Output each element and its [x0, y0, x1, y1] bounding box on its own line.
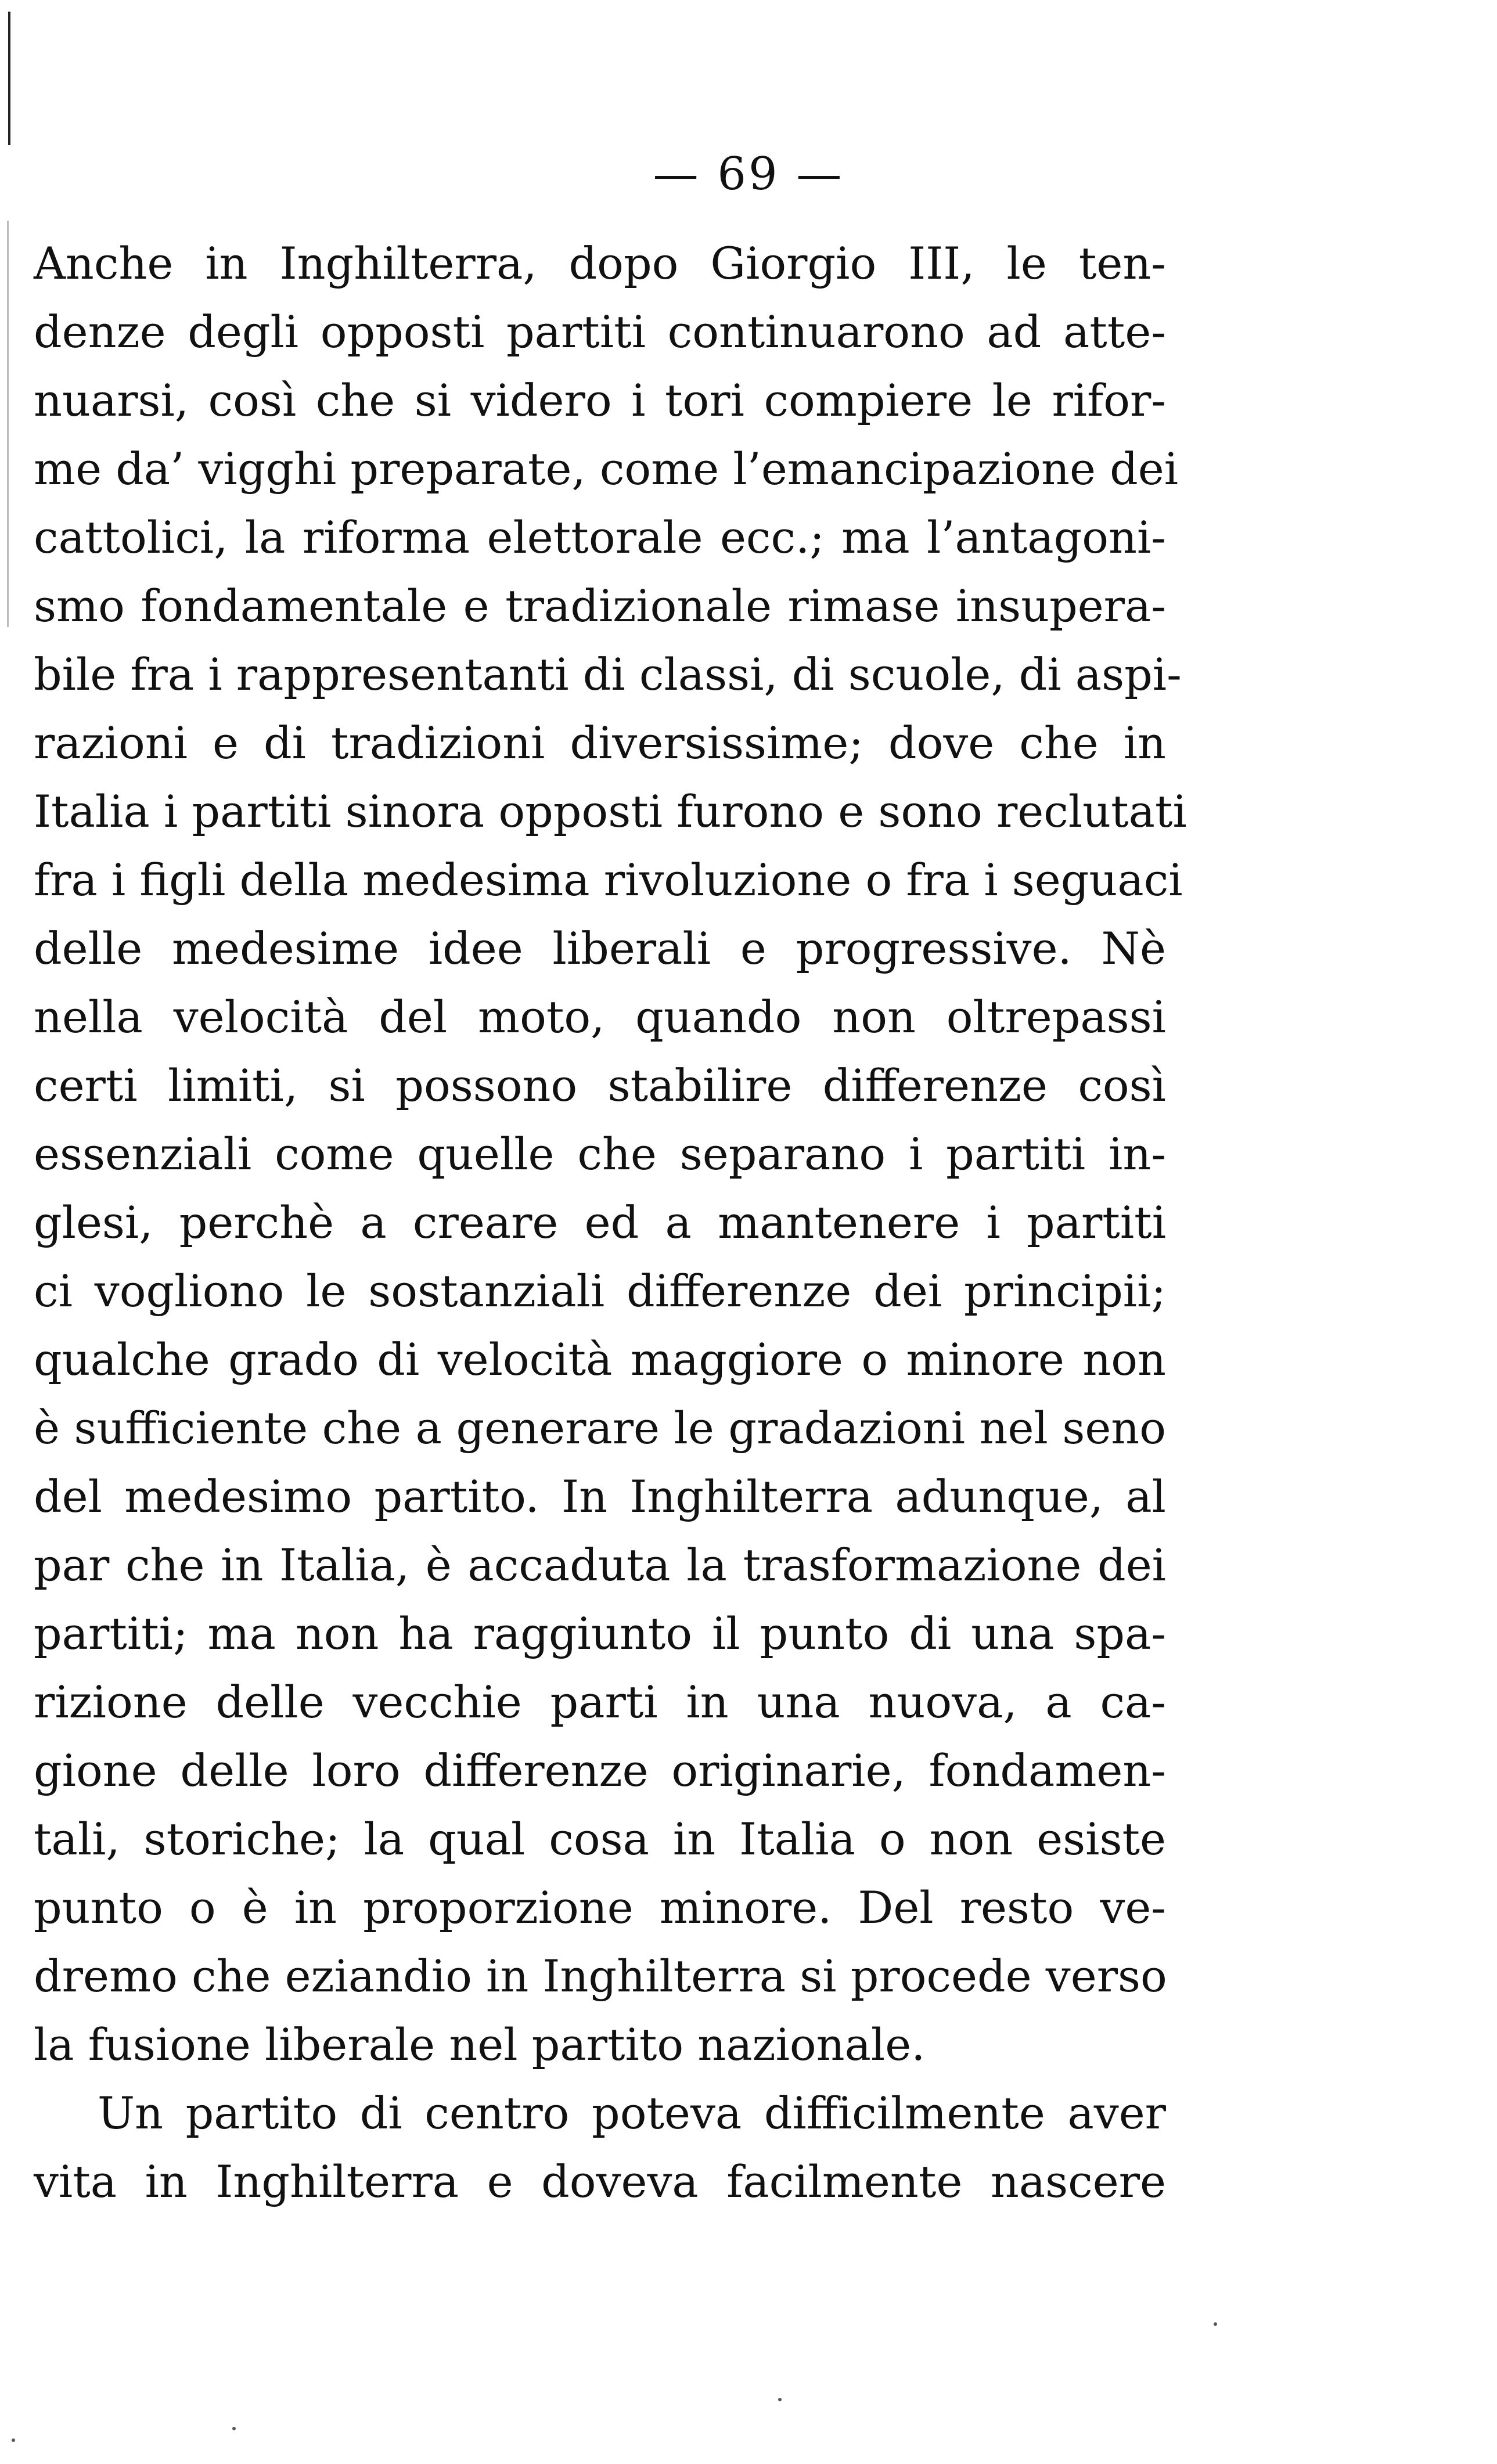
text-line: punto o è in proporzione minore. Del resto ve- — [34, 1882, 1166, 1933]
body-text — [34, 229, 1187, 2216]
text-line: tali, storiche; la qual cosa in Italia o non esiste — [34, 1813, 1166, 1865]
text-line: vita in Inghilterra e doveva facilmente nascere — [34, 2156, 1166, 2207]
text-line: Anche in Inghilterra, dopo Giorgio III, le ten- — [34, 237, 1166, 289]
text-line: Italia i partiti sinora opposti furono e sono reclutati — [34, 786, 1187, 837]
page-edge-mark — [8, 12, 10, 145]
text-line: nella velocità del moto, quando non oltrepassi — [34, 991, 1166, 1043]
text-line: è sufficiente che a generare le gradazioni nel seno — [34, 1402, 1166, 1454]
text-line: dremo che eziandio in Inghilterra si procede verso — [34, 1950, 1167, 2002]
text-line: ci vogliono le sostanziali differenze dei principii; — [34, 1265, 1166, 1317]
text-line: fra i figli della medesima rivoluzione o fra i seguaci — [34, 854, 1183, 906]
page-number: — 69 — — [653, 148, 844, 200]
text-line: nuarsi, così che si videro i tori compiere le rifor- — [34, 374, 1166, 426]
text-line: par che in Italia, è accaduta la trasformazione dei — [34, 1539, 1166, 1591]
page-edge-shadow — [7, 221, 9, 627]
text-line: cattolici, la riforma elettorale ecc.; ma l’antagoni- — [34, 511, 1166, 563]
print-speck — [1214, 2322, 1217, 2326]
text-line: partiti; ma non ha raggiunto il punto di una spa- — [34, 1608, 1166, 1659]
text-line: essenziali come quelle che separano i partiti in- — [34, 1128, 1166, 1180]
text-line: denze degli opposti partiti continuarono ad atte- — [34, 306, 1166, 358]
text-line: glesi, perchè a creare ed a mantenere i partiti — [34, 1197, 1166, 1248]
text-line: razioni e di tradizioni diversissime; dove che in — [34, 717, 1166, 769]
text-line: smo fondamentale e tradizionale rimase insupera- — [34, 580, 1166, 632]
paragraph-start-line: Un partito di centro poteva difficilmente aver — [98, 2087, 1166, 2139]
text-line: bile fra i rappresentanti di classi, di scuole, di aspi- — [34, 649, 1182, 700]
text-line: la fusione liberale nel partito nazionale. — [34, 2019, 926, 2070]
print-speck — [12, 2438, 15, 2442]
text-line: del medesimo partito. In Inghilterra adunque, al — [34, 1471, 1166, 1522]
print-speck — [232, 2427, 236, 2430]
text-line: delle medesime idee liberali e progressive. Nè — [34, 923, 1166, 974]
text-line: gione delle loro differenze originarie, fondamen- — [34, 1745, 1166, 1796]
text-line: certi limiti, si possono stabilire differenze così — [34, 1060, 1166, 1111]
print-speck — [778, 2398, 782, 2401]
text-line: me da’ vigghi preparate, come l’emancipazione dei — [34, 443, 1179, 495]
text-line: qualche grado di velocità maggiore o minore non — [34, 1334, 1166, 1385]
text-line: rizione delle vecchie parti in una nuova, a ca- — [34, 1676, 1166, 1728]
